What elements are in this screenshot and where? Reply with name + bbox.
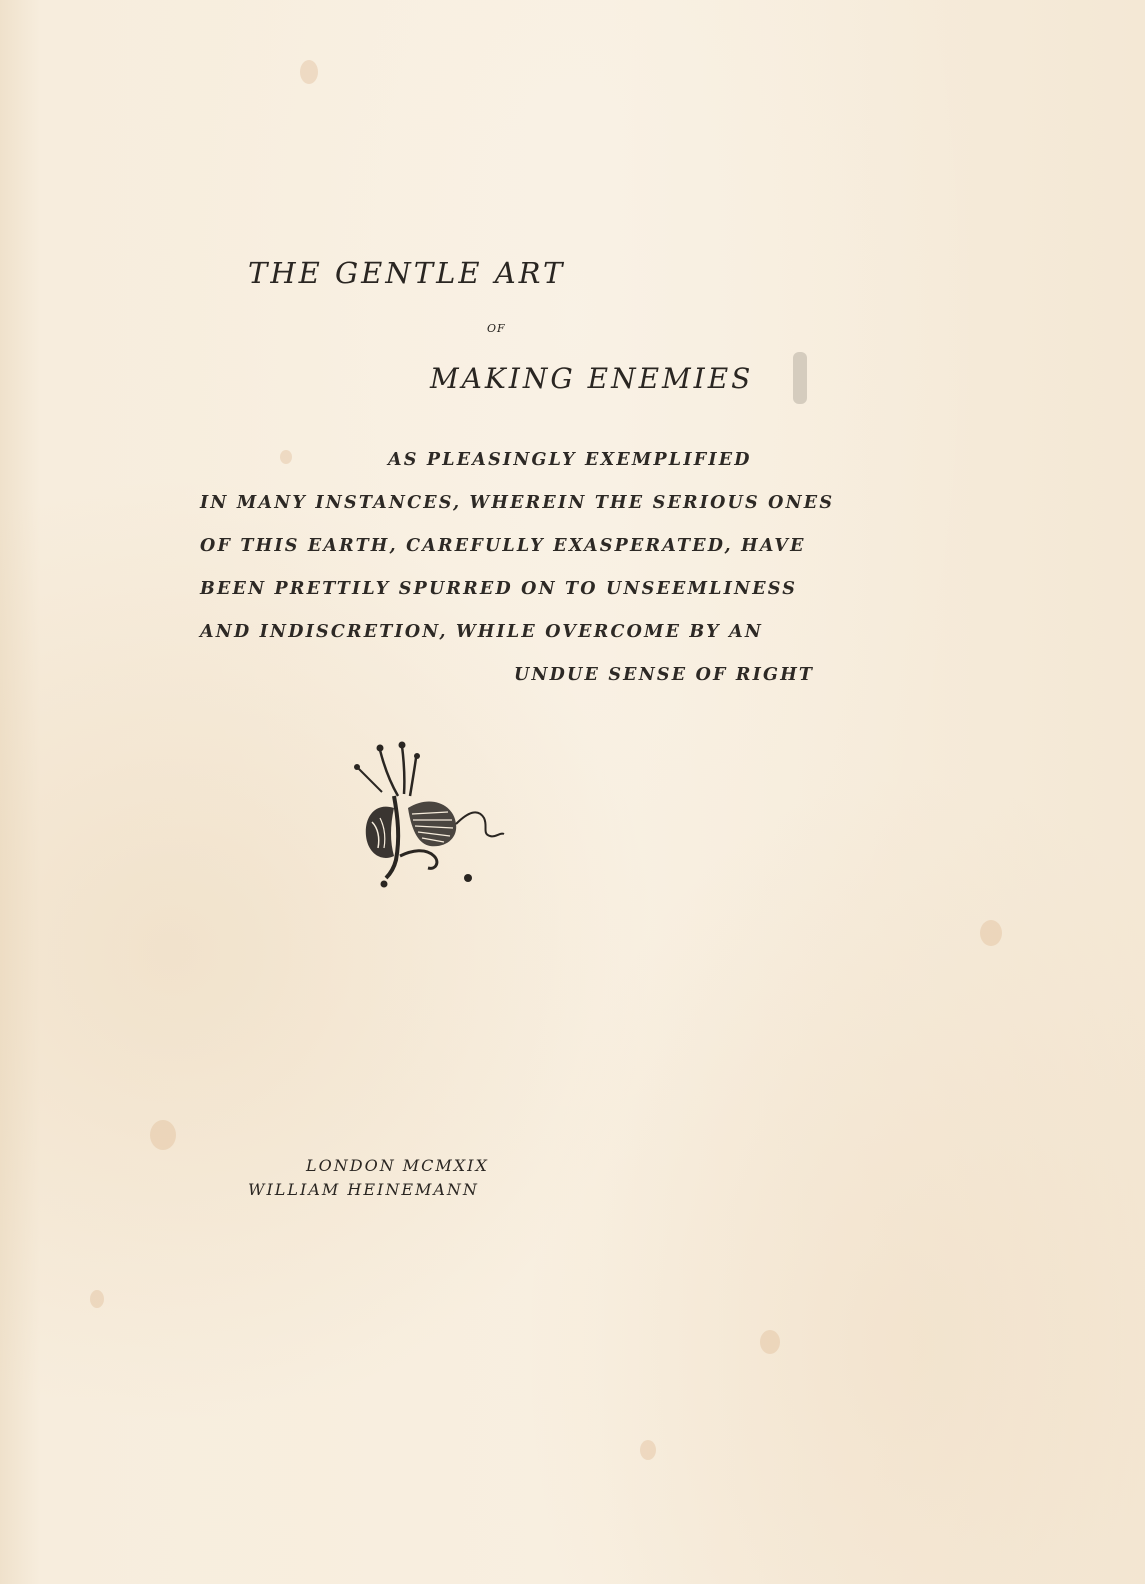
title-line-2: MAKING ENEMIES [430, 362, 754, 395]
subtitle-line: IN MANY INSTANCES, WHEREIN THE SERIOUS ONES [200, 493, 835, 513]
foxing-spot [640, 1440, 656, 1460]
butterfly-monogram-icon [350, 738, 510, 898]
imprint-place-date: LONDON MCMXIX [306, 1156, 489, 1175]
foxing-spot [280, 450, 292, 464]
foxing-spot [300, 60, 318, 84]
subtitle-line: OF THIS EARTH, CAREFULLY EXASPERATED, HAVE [200, 536, 806, 556]
subtitle-line: AND INDISCRETION, WHILE OVERCOME BY AN [200, 622, 764, 642]
subtitle-line: BEEN PRETTILY SPURRED ON TO UNSEEMLINESS [200, 579, 798, 599]
title-of: OF [487, 322, 506, 335]
subtitle-line: AS PLEASINGLY EXEMPLIFIED [388, 450, 752, 470]
title-line-1: THE GENTLE ART [248, 256, 566, 290]
foxing-spot [90, 1290, 104, 1308]
foxing-spot [760, 1330, 780, 1354]
paper-mark [793, 352, 807, 404]
subtitle-line: UNDUE SENSE OF RIGHT [514, 665, 815, 685]
imprint-publisher: WILLIAM HEINEMANN [248, 1180, 479, 1199]
foxing-spot [980, 920, 1002, 946]
foxing-spot [150, 1120, 176, 1150]
